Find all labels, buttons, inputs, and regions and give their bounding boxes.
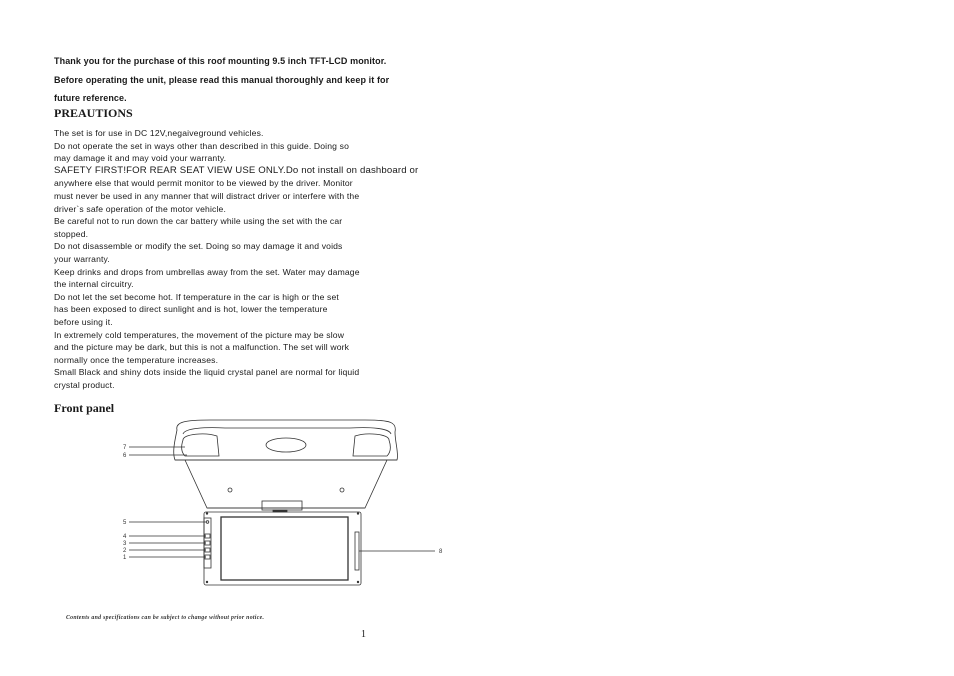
precaution-line: Small Black and shiny dots inside the liquid crystal panel are normal for liquid: [54, 367, 360, 378]
precaution-line: Do not operate the set in ways other than described in this guide. Doing so: [54, 140, 350, 151]
precaution-line: The set is for use in DC 12V,negaiveground vehicles.: [54, 128, 264, 138]
callout-2: 2: [123, 548, 127, 554]
housing-right-lobe: [353, 434, 390, 456]
frame-dot-top-left: [206, 513, 208, 515]
front-panel-heading: Front panel: [54, 401, 115, 415]
precaution-line: before using it.: [54, 316, 113, 327]
callout-6: 6: [123, 453, 127, 459]
precaution-line: the internal circuitry.: [54, 279, 134, 290]
callout-1: 1: [123, 555, 127, 561]
intro-paragraph: [54, 52, 454, 108]
precaution-line: Do not disassemble or modify the set. Doing so may damage it and voids: [54, 241, 343, 252]
intro-line: Before operating the unit, please read this manual thoroughly and keep it for: [54, 74, 390, 85]
precaution-line: crystal product.: [54, 379, 115, 390]
right-slot: [355, 532, 359, 570]
housing-center-dome: [266, 438, 306, 452]
precaution-line: Keep drinks and drops from umbrellas away from the set. Water may damage: [54, 266, 360, 277]
ir-sensor: [206, 521, 209, 524]
front-panel-diagram: [115, 410, 455, 590]
intro-line: Thank you for the purchase of this roof mounting 9.5 inch TFT-LCD monitor.: [54, 56, 387, 66]
precaution-line: may damage it and may void your warranty.: [54, 153, 227, 164]
precaution-line: Do not let the set become hot. If temperature in the car is high or the set: [54, 291, 339, 302]
dome-light-right: [340, 488, 344, 492]
frame-dot-top-right: [357, 513, 359, 515]
precaution-line: anywhere else that would permit monitor to be viewed by the driver. Monitor: [54, 178, 353, 189]
housing-left-lobe: [182, 434, 219, 456]
housing-outline: [174, 420, 398, 460]
callout-8: 8: [439, 549, 443, 555]
precaution-line: In extremely cold temperatures, the movement of the picture may be slow: [54, 329, 345, 340]
precaution-line: must never be used in any manner that will distract driver or interfere with the: [54, 190, 360, 201]
precaution-line: stopped.: [54, 228, 89, 239]
callout-3: 3: [123, 541, 127, 547]
precaution-line: normally once the temperature increases.: [54, 354, 219, 365]
precaution-line: driver`s safe operation of the motor vehicle.: [54, 203, 227, 214]
precautions-heading: PREAUTIONS: [54, 106, 133, 120]
footer-notice: Contents and specifications can be subject to change without prior notice.: [66, 615, 265, 621]
precaution-line: your warranty.: [54, 253, 110, 264]
callout-7: 7: [123, 445, 127, 451]
precaution-line: has been exposed to direct sunlight and is hot, lower the temperature: [54, 304, 328, 315]
precautions-list: [54, 127, 464, 391]
hinge-clip: [262, 501, 302, 510]
frame-dot-bottom-left: [206, 581, 208, 583]
page-number: 1: [361, 629, 366, 640]
precaution-line: Be careful not to run down the car battery while using the set with the car: [54, 216, 343, 227]
dome-light-left: [228, 488, 232, 492]
monitor-frame: [204, 512, 361, 585]
monitor-screen: [221, 517, 348, 580]
callout-4: 4: [123, 534, 127, 540]
precaution-line-safety: SAFETY FIRST!FOR REAR SEAT VIEW USE ONLY.Do not install on dashboard or: [54, 164, 419, 176]
callout-5: 5: [123, 520, 127, 526]
housing-inner-rim: [183, 428, 391, 434]
precaution-line: and the picture may be dark, but this is not a malfunction. The set will work: [54, 342, 350, 353]
intro-line: future reference.: [54, 93, 127, 103]
frame-dot-bottom-right: [357, 581, 359, 583]
